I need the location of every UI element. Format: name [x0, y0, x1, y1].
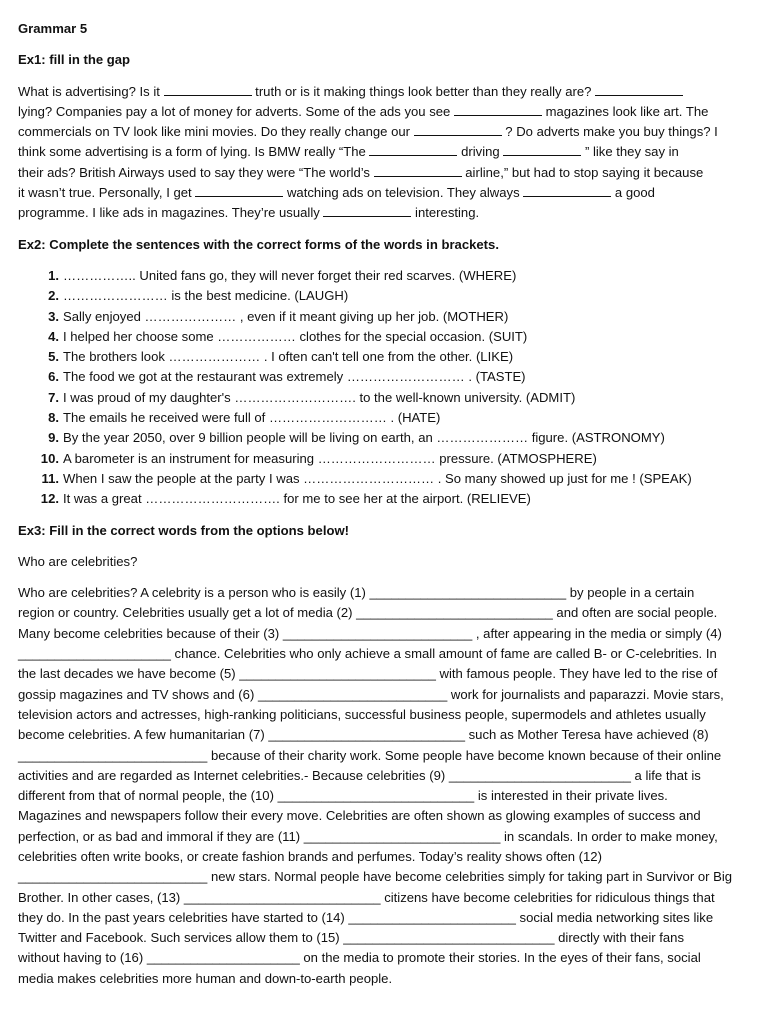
ex3-line: media makes celebrities more human and down-to-earth people.	[18, 970, 393, 986]
ex3-line: Who are celebrities? A celebrity is a person who is easily (1) ___________________________ by people in a certain	[18, 585, 695, 601]
item-text: The brothers look ………………… . I often can't tell one from the other. (LIKE)	[63, 349, 514, 365]
ex1-line	[18, 203, 750, 223]
ex3-line: Twitter and Facebook. Such services allow them to (15) _____________________________ directly with their fans	[18, 930, 685, 946]
item-text: It was a great …………………………. for me to see her at the airport. (RELIEVE)	[63, 491, 531, 507]
blank-gap	[414, 122, 502, 136]
blank-gap	[503, 142, 581, 156]
item-text: …………….. United fans go, they will never forget their red scarves. (WHERE)	[63, 267, 517, 283]
item-number: 5.	[48, 349, 59, 365]
item-text: Sally enjoyed ………………… , even if it meant giving up her job. (MOTHER)	[63, 308, 509, 324]
ex1-text: ? Do adverts make you buy things? I	[501, 124, 718, 140]
ex1-text: watching ads on television. They always	[283, 185, 524, 201]
item-number: 2.	[48, 288, 59, 304]
ex3-subtitle: Who are celebrities?	[18, 553, 138, 569]
ex3-line: celebrities often write books, or create fashion brands and perfumes. Today’s reality shows often (12)	[18, 848, 602, 864]
item-text: By the year 2050, over 9 billion people will be living on earth, an ………………… figure. (ASTRONOMY)	[63, 430, 665, 446]
ex1-line	[18, 122, 750, 142]
item-number: 12.	[40, 491, 59, 507]
item-text: The food we got at the restaurant was extremely ……………………… . (TASTE)	[63, 369, 526, 385]
ex2-item	[18, 367, 750, 387]
ex3-line: different from that of normal people, the (10) ___________________________ is interested in their private lives.	[18, 788, 668, 804]
ex3-line: _____________________ chance. Celebrities who only achieve a small amount of fame are called B- or C-celebrities. In	[18, 646, 717, 662]
ex3-line: the last decades we have become (5) ___________________________ with famous people. They have led to the rise of	[18, 666, 718, 682]
ex1-text: airline,” but had to stop saying it because	[461, 164, 704, 180]
ex1-paragraph	[18, 82, 750, 224]
ex3-line: Many become celebrities because of their (3) __________________________ , after appearing in the media or simply (4)	[18, 625, 722, 641]
ex2-item	[18, 408, 750, 428]
ex2-item	[18, 307, 750, 327]
ex3-line: without having to (16) _____________________ on the media to promote their stories. In the eyes of their fans, social	[18, 950, 701, 966]
ex2-item	[18, 266, 750, 286]
ex2-item	[18, 428, 750, 448]
ex1-line	[18, 102, 750, 122]
ex3-line: __________________________ because of their charity work. Some people have become known because of their online	[18, 747, 722, 763]
ex1-line	[18, 82, 750, 102]
item-number: 8.	[48, 410, 59, 426]
ex1-line	[18, 163, 750, 183]
item-number: 4.	[48, 328, 59, 344]
ex2-item	[18, 347, 750, 367]
ex1-text: their ads? British Airways used to say they were “The world’s	[18, 164, 374, 180]
ex1-text: magazines look like art. The	[541, 103, 709, 119]
blank-gap	[369, 142, 457, 156]
ex3-line: activities and are regarded as Internet celebrities.- Because celebrities (9) _________________________ a life that is	[18, 767, 701, 783]
item-number: 1.	[48, 267, 59, 283]
ex2-item	[18, 469, 750, 489]
item-text: I was proud of my daughter's ………………………. to the well-known university. (ADMIT)	[63, 389, 576, 405]
page-title: Grammar 5	[18, 21, 88, 36]
ex2-item	[18, 388, 750, 408]
ex2-heading: Ex2: Complete the sentences with the correct forms of the words in brackets.	[18, 236, 499, 252]
ex3-line: gossip magazines and TV shows and (6) __________________________ work for journalists and paparazzi. Movie stars,	[18, 686, 724, 702]
item-text: When I saw the people at the party I was ………………………… . So many showed up just for me ! (SPEAK)	[63, 470, 692, 486]
ex3-heading: Ex3: Fill in the correct words from the options below!	[18, 522, 350, 538]
ex2-item	[18, 286, 750, 306]
item-text: The emails he received were full of ……………………… . (HATE)	[63, 410, 441, 426]
ex1-text: ” like they say in	[581, 144, 679, 160]
ex1-text: lying? Companies pay a lot of money for adverts. Some of the ads you see	[18, 103, 454, 119]
item-text: …………………… is the best medicine. (LAUGH)	[63, 288, 349, 304]
ex3-paragraph	[18, 583, 750, 989]
item-text: A barometer is an instrument for measuring ……………………… pressure. (ATMOSPHERE)	[63, 450, 597, 466]
ex2-item	[18, 327, 750, 347]
item-number: 9.	[48, 430, 59, 446]
ex1-text: it wasn’t true. Personally, I get	[18, 185, 196, 201]
ex1-heading: Ex1: fill in the gap	[18, 52, 131, 68]
ex1-line	[18, 183, 750, 203]
item-number: 7.	[48, 389, 59, 405]
ex3-line: __________________________ new stars. Normal people have become celebrities simply for taking part in Survivor or Big	[18, 869, 733, 885]
item-text: I helped her choose some ……………… clothes for the special occasion. (SUIT)	[63, 328, 528, 344]
blank-gap	[323, 203, 411, 217]
ex1-line	[18, 142, 750, 162]
ex3-line: television actors and actresses, high-ranking politicians, successful business people, supermodels and athletes usually	[18, 706, 706, 722]
blank-gap	[523, 183, 611, 197]
item-number: 3.	[48, 308, 59, 324]
ex3-line: perfection, or as bad and immoral if they are (11) ___________________________ in scandals. In order to make money,	[18, 828, 718, 844]
ex1-text: interesting.	[411, 205, 480, 221]
ex3-line: they do. In the past years celebrities have started to (14) _______________________ social media networking sites like	[18, 909, 714, 925]
item-number: 11.	[41, 470, 59, 486]
ex1-text: think some advertising is a form of lying. Is BMW really “The	[18, 144, 370, 160]
item-number: 6.	[48, 369, 59, 385]
blank-gap	[454, 102, 542, 116]
ex1-text: a good	[611, 185, 655, 201]
ex3-line: become celebrities. A few humanitarian (7) ___________________________ such as Mother Teresa have achieved (8)	[18, 727, 709, 743]
blank-gap	[595, 82, 683, 96]
blank-gap	[374, 163, 462, 177]
ex2-item	[18, 489, 750, 509]
ex3-line: Brother. In other cases, (13) ___________________________ citizens have become celebrities for ridiculous things that	[18, 889, 715, 905]
ex1-text: What is advertising? Is it	[18, 83, 164, 99]
ex3-line: region or country. Celebrities usually get a lot of media (2) ___________________________ and often are social people.	[18, 605, 718, 621]
ex1-text: programme. I like ads in magazines. They’re usually	[18, 205, 324, 221]
ex3-line: Magazines and newspapers follow their every move. Celebrities are often shown as glowing examples of success and	[18, 808, 701, 824]
item-number: 10.	[40, 450, 59, 466]
ex1-text: truth or is it making things look better than they really are?	[251, 83, 596, 99]
ex1-text: commercials on TV look like mini movies. Do they really change our	[18, 124, 414, 140]
ex2-list	[18, 266, 750, 510]
blank-gap	[164, 82, 252, 96]
blank-gap	[195, 183, 283, 197]
ex1-text: driving	[457, 144, 504, 160]
ex2-item	[18, 449, 750, 469]
